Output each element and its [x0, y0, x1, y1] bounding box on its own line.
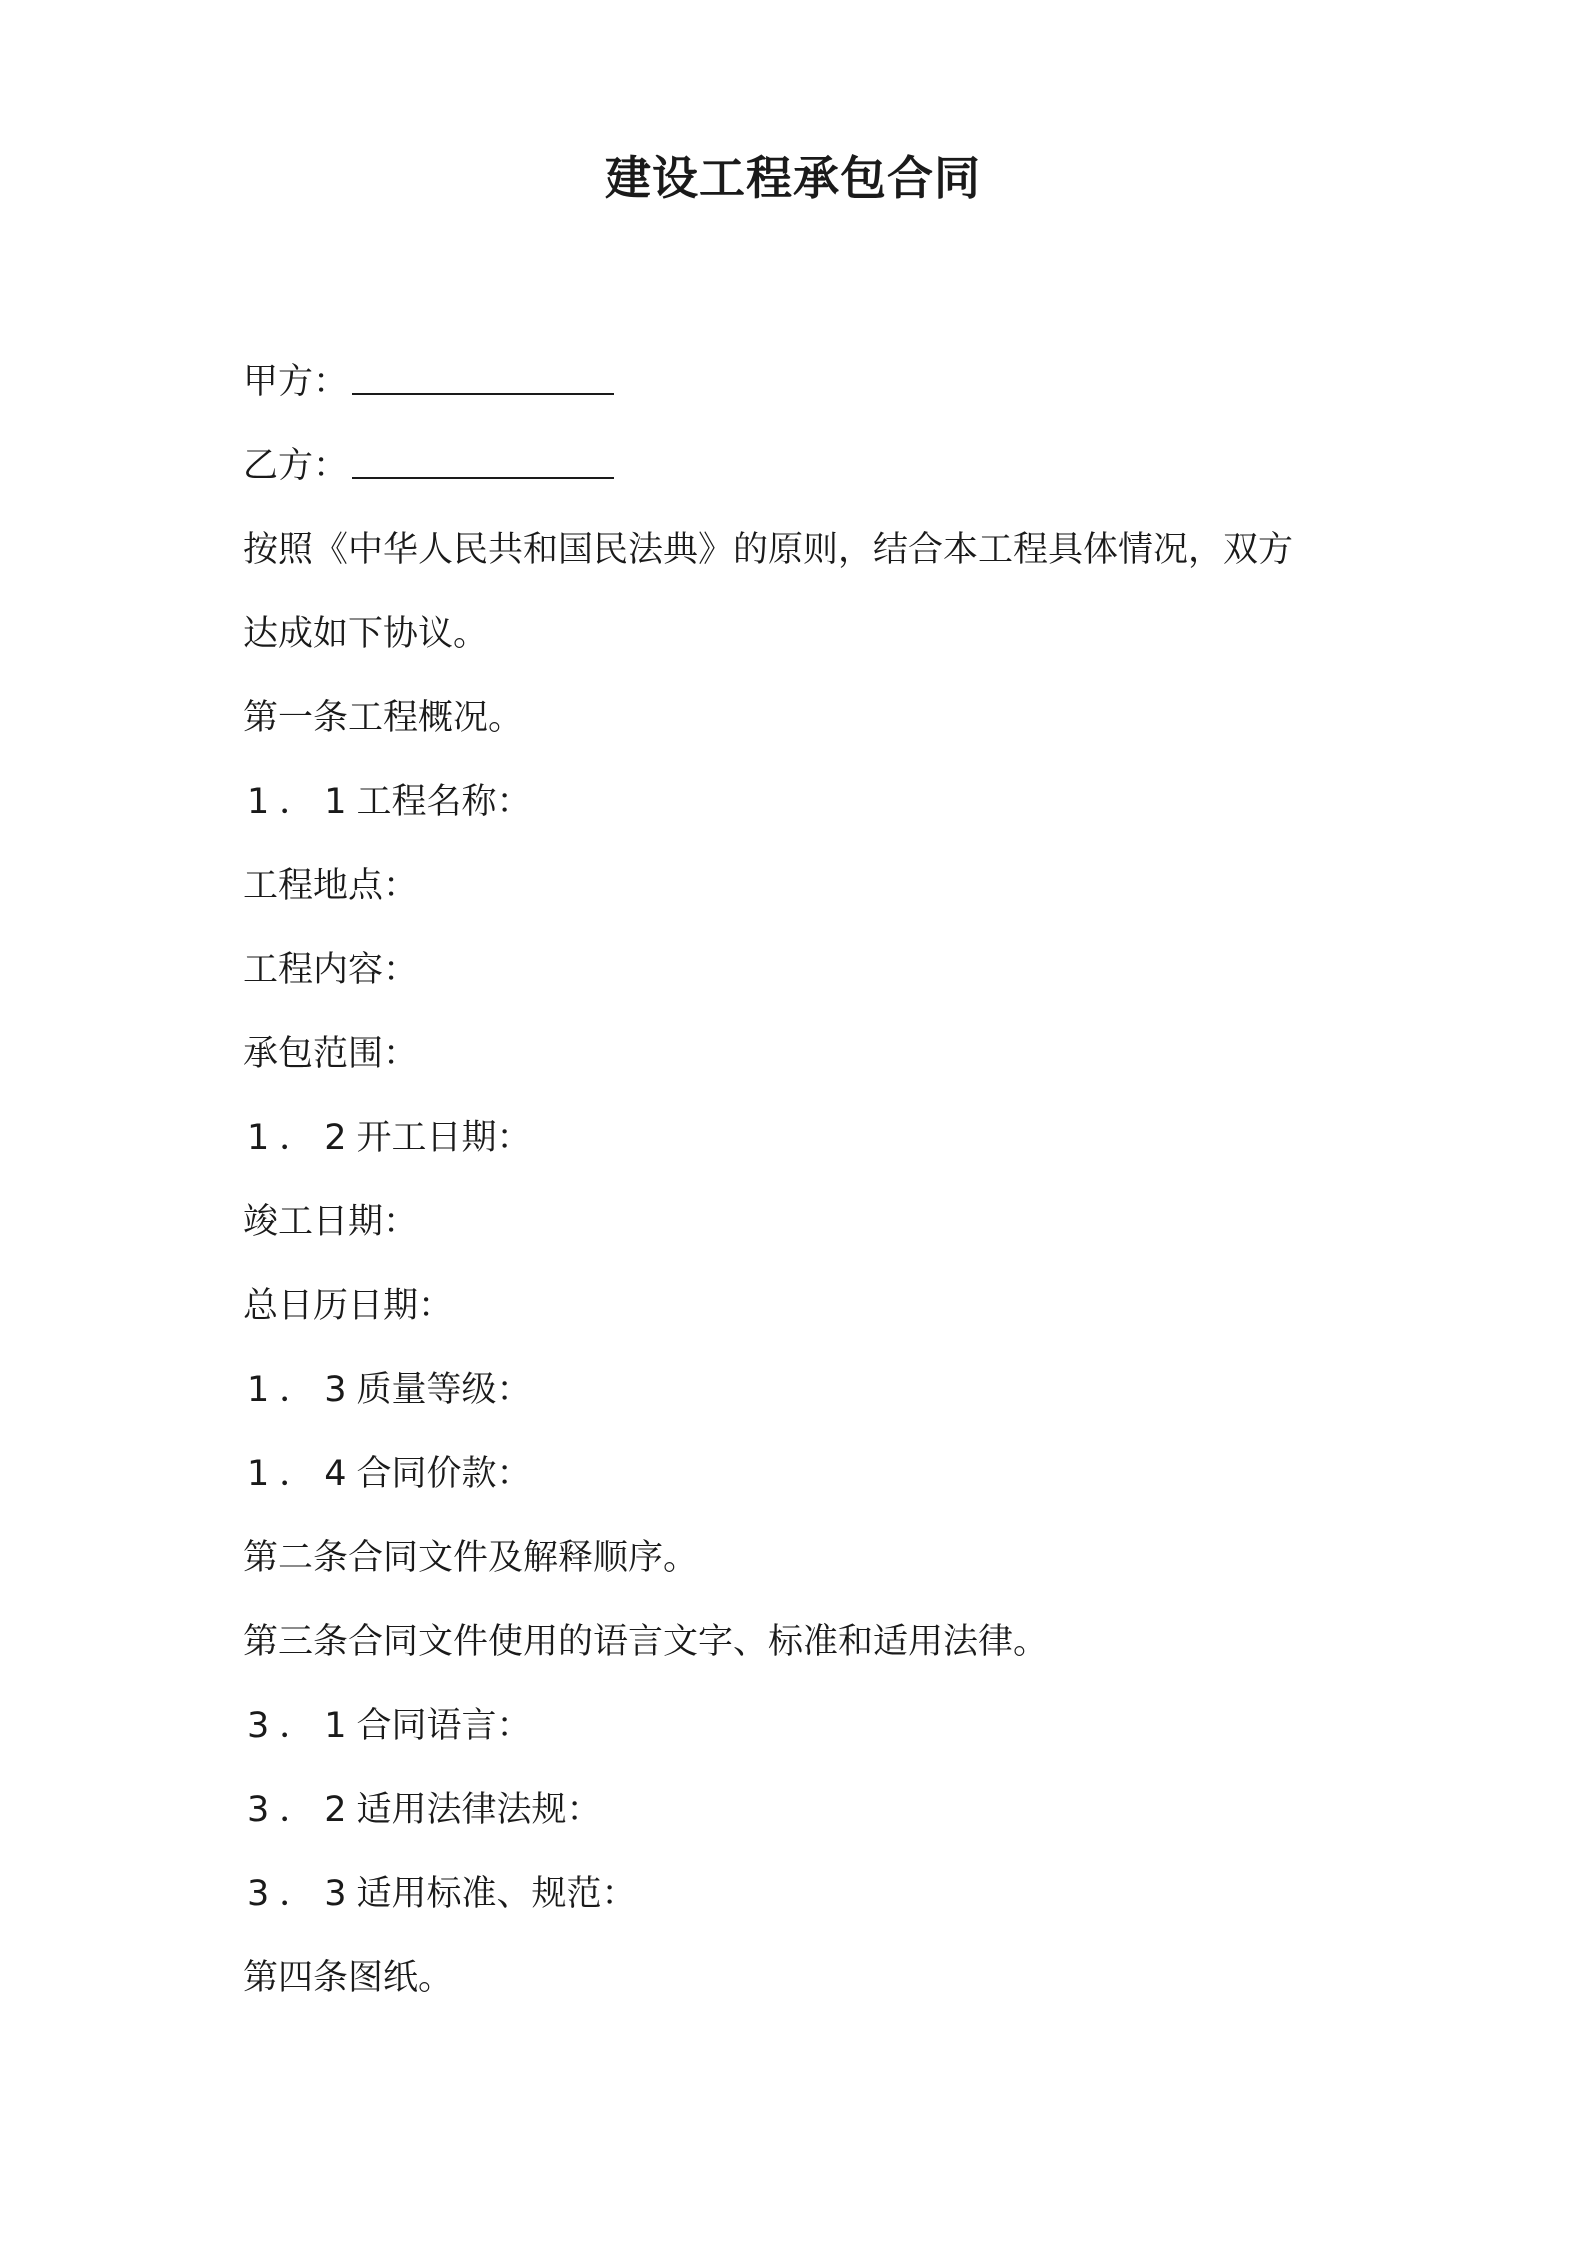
item-1-2-text: 开工日期： — [356, 1118, 532, 1158]
item-1-1-text: 工程名称： — [356, 782, 532, 822]
item-1-4-number: 1．4 — [247, 1454, 357, 1494]
intro-line-1: 按照《中华人民共和国民法典》的原则，结合本工程具体情况，双方 — [243, 530, 1294, 570]
item-1-3-text: 质量等级： — [356, 1370, 532, 1410]
item-1-3-number: 1．3 — [247, 1370, 357, 1410]
project-location: 工程地点： — [243, 866, 419, 906]
item-3-3 — [243, 1852, 1363, 1936]
item-1-2-number: 1．2 — [247, 1118, 357, 1158]
intro-line-2: 达成如下协议。 — [243, 614, 489, 654]
party-a-label: 甲方： — [243, 362, 349, 402]
item-3-1 — [243, 1684, 1363, 1768]
article-1-heading: 第一条工程概况。 — [243, 698, 524, 738]
document-body — [243, 340, 1363, 2020]
item-3-2-text: 适用法律法规： — [356, 1790, 602, 1830]
party-b-label: 乙方： — [243, 446, 349, 486]
item-3-1-number: 3．1 — [247, 1706, 357, 1746]
document-title: 建设工程承包合同 — [605, 151, 981, 205]
party-a-blank — [352, 359, 614, 395]
article-2-heading: 第二条合同文件及解释顺序。 — [243, 1538, 699, 1578]
item-3-3-text: 适用标准、规范： — [356, 1874, 637, 1914]
total-calendar-days: 总日历日期： — [243, 1286, 454, 1326]
item-1-1 — [243, 760, 1363, 844]
item-3-1-text: 合同语言： — [356, 1706, 532, 1746]
item-3-2-number: 3．2 — [247, 1790, 357, 1830]
article-3-heading: 第三条合同文件使用的语言文字、标准和适用法律。 — [243, 1622, 1049, 1662]
item-1-1-number: 1．1 — [247, 782, 357, 822]
item-3-3-number: 3．3 — [247, 1874, 357, 1914]
completion-date: 竣工日期： — [243, 1202, 419, 1242]
item-1-4-text: 合同价款： — [356, 1454, 532, 1494]
party-b-blank — [352, 443, 614, 479]
article-4-heading: 第四条图纸。 — [243, 1958, 454, 1998]
item-1-2 — [243, 1096, 1363, 1180]
party-a-line — [243, 340, 1363, 424]
item-1-3 — [243, 1348, 1363, 1432]
party-b-line — [243, 424, 1363, 508]
item-1-4 — [243, 1432, 1363, 1516]
contract-scope: 承包范围： — [243, 1034, 419, 1074]
project-content: 工程内容： — [243, 950, 419, 990]
item-3-2 — [243, 1768, 1363, 1852]
